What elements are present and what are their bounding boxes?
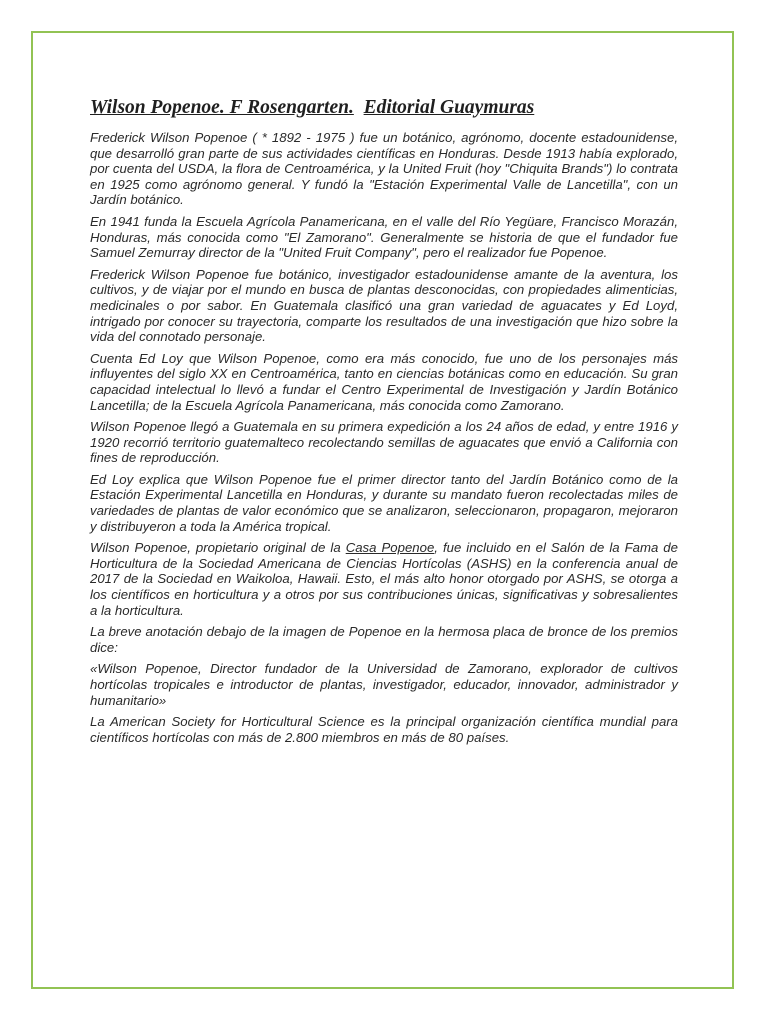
title-part-2: Editorial Guaymuras (363, 97, 535, 118)
document-title (90, 96, 678, 120)
title-part-1: Wilson Popenoe. F Rosengarten. (90, 97, 354, 118)
paragraph-4: Cuenta Ed Loy que Wilson Popenoe, como era más conocido, fue uno de los personajes más influyentes del siglo XX en Centroamérica, tanto en ciencias botánicas como en educación. Su gran capacidad intelectual lo llevó a fundar el Centro Experimental de Investigación y Jardín Botánico Lancetilla; de la Escuela Agrícola Panamericana, más conocida como Zamorano. (90, 350, 678, 413)
paragraph-10: La American Society for Horticultural Science es la principal organización científica mundial para científicos hortícolas con más de 2.800 miembros en más de 80 países. (90, 714, 678, 745)
paragraph-9-quote: «Wilson Popenoe, Director fundador de la Universidad de Zamorano, explorador de cultivos hortícolas tropicales e introductor de plantas, investigador, educador, innovador, administrador y humanitario» (90, 661, 678, 708)
paragraph-6: Ed Loy explica que Wilson Popenoe fue el primer director tanto del Jardín Botánico como de la Estación Experimental Lancetilla en Honduras, y durante su mandato fueron recolectadas miles de variedades de plantas de valor económico que se analizaron, seleccionaron, propagaron, mejoraron y distribuyeron a toda la América tropical. (90, 471, 678, 534)
paragraph-8: La breve anotación debajo de la imagen de Popenoe en la hermosa placa de bronce de los premios dice: (90, 624, 678, 655)
casa-popenoe-link[interactable]: Casa Popenoe (345, 540, 435, 556)
paragraph-1: Frederick Wilson Popenoe ( * 1892 - 1975 ) fue un botánico, agrónomo, docente estadounidense, que desarrolló gran parte de sus actividades científicas en Honduras. Desde 1913 había explorado, por cuenta del USDA, la flora de Centroamérica, y la United Fruit (hoy "Chiquita Brands") lo contrata en 1925 como agrónomo general. Y fundó la "Estación Experimental Valle de Lancetilla", con un Jardín botánico. (90, 130, 678, 208)
paragraph-7-start: Wilson Popenoe, propietario original de la (90, 540, 346, 556)
paragraph-7-end: , fue incluido en el Salón de la Fama de Horticultura de la Sociedad Americana de Ciencias Hortícolas (ASHS) en la conferencia anual de 2017 de la Sociedad en Waikoloa, Hawaii. Esto, el más alto honor otorgado por ASHS, se otorga a los científicos en horticultura y a otros por sus contribuciones únicas, significativas y sobresalientes a la horticultura. (90, 540, 678, 618)
paragraph-5: Wilson Popenoe llegó a Guatemala en su primera expedición a los 24 años de edad, y entre 1916 y 1920 recorrió territorio guatemalteco recolectando semillas de aguacates que envió a California con fines de reproducción. (90, 419, 678, 466)
paragraph-2: En 1941 funda la Escuela Agrícola Panamericana, en el valle del Río Yegüare, Francisco Morazán, Honduras, más conocida como "El Zamorano". Generalmente se historia de que el fundador fue Samuel Zemurray director de la "United Fruit Company", pero el realizador fue Popenoe. (90, 213, 678, 261)
document-body (90, 96, 678, 751)
paragraph-7 (90, 540, 678, 618)
paragraph-3: Frederick Wilson Popenoe fue botánico, investigador estadounidense amante de la aventura, los cultivos, y de viajar por el mundo en busca de plantas desconocidas, con propiedades alimenticias, medicinales o por sabor. En Guatemala clasificó una gran variedad de aguacates y Ed Loyd, intrigado por conocer su trayectoria, comparte los resultados de una investigación que hizo sobre la vida del connotado personaje. (90, 266, 678, 345)
